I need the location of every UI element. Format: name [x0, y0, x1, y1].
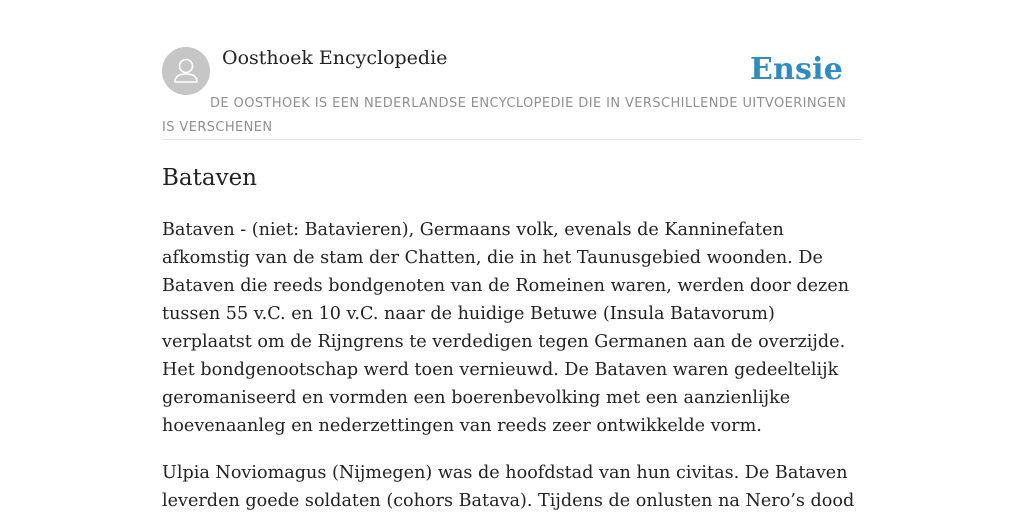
publication-header — [162, 46, 862, 140]
publication-description: DE OOSTHOEK IS EEN NEDERLANDSE ENCYCLOPEDIE DIE IN VERSCHILLENDE UITVOERINGEN IS VERSCHENEN — [162, 96, 847, 135]
user-avatar-icon[interactable] — [162, 47, 210, 95]
header-divider — [162, 139, 862, 140]
article-paragraph: Bataven - (niet: Batavieren), Germaans volk, evenals de Kanninefaten afkomstig van de stam der Chatten, die in het Taunusgebied woonden. De Bataven die reeds bondgenoten van de Romeinen waren, werden door dezen tussen 55 v.C. en 10 v.C. naar de huidige Betuwe (Insula Batavorum) verplaatst om de Rijngrens te verdedigen tegen Germanen aan de overzijde. Het bondgenootschap werd toen vernieuwd. De Bataven waren gedeeltelijk geromaniseerd en vormden een boerenbevolking met een aanzienlijke hoevenaanleg en nederzettingen van reeds zeer ontwikkelde vorm. — [162, 220, 850, 436]
article-title: Bataven — [162, 165, 257, 191]
ensie-logo[interactable]: Ensie — [749, 52, 843, 87]
article-paragraph: Ulpia Noviomagus (Nijmegen) was de hoofdstad van hun civitas. De Bataven leverden goede soldaten (cohors Batava). Tijdens de onlusten na Nero’s dood — [162, 463, 855, 511]
publication-name[interactable]: Oosthoek Encyclopedie — [222, 47, 448, 69]
article-body — [162, 216, 862, 512]
